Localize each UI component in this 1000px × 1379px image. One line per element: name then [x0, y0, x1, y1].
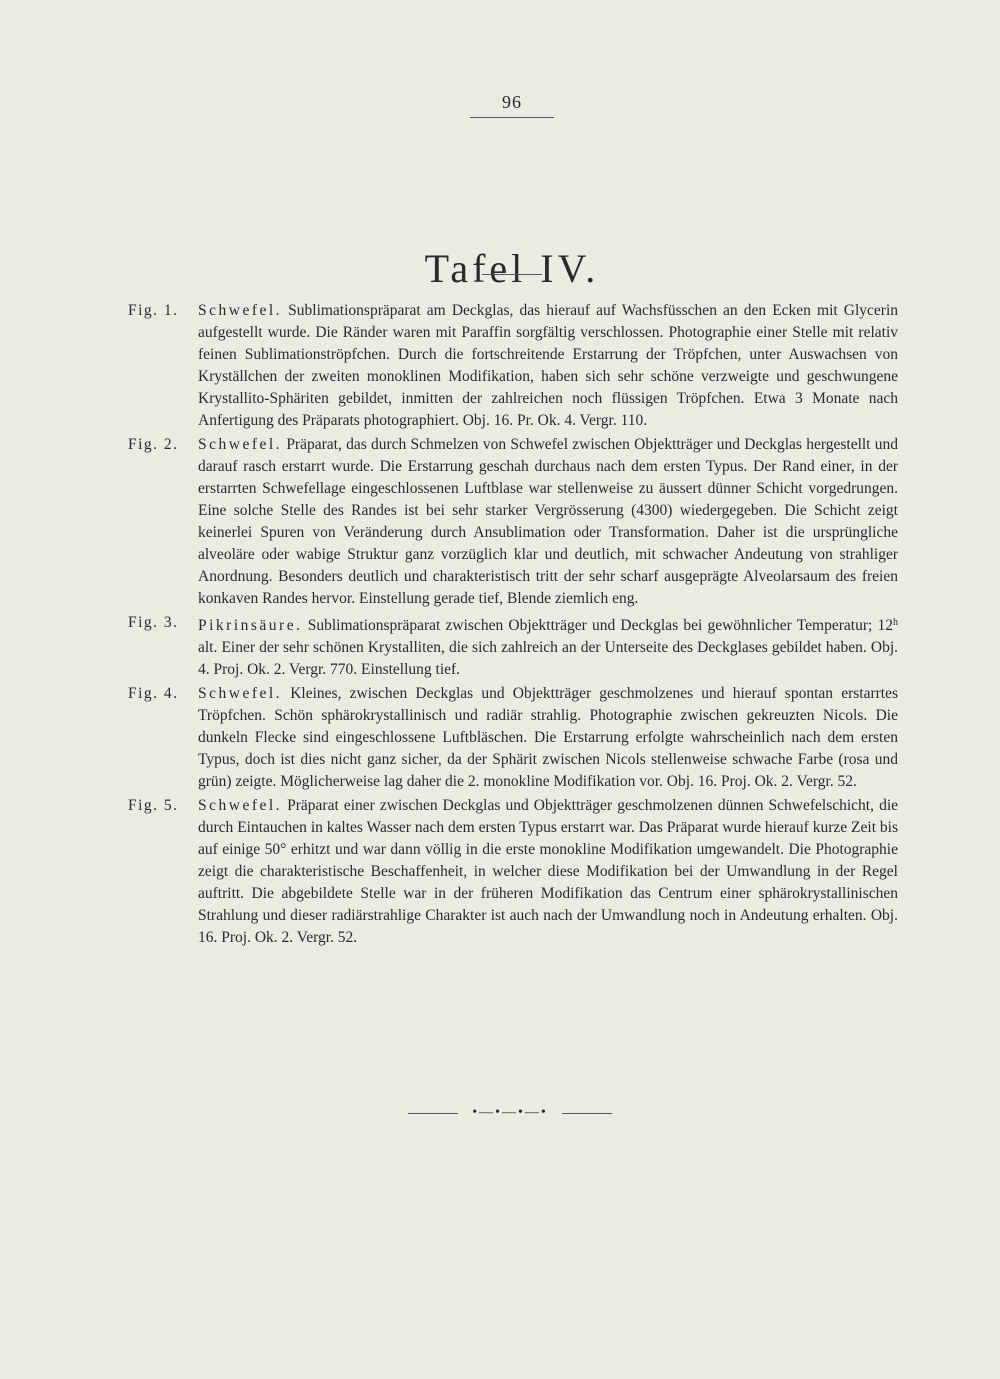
figure-label: Fig. 4. — [128, 685, 179, 702]
description-text: Präparat einer zwischen Deckglas und Objektträger geschmolzenen dünnen Schwefelschicht, die durch Eintauchen in kaltes Wasser nach dem ersten Typus erstarrt war. Das Präparat wurde hierauf kurze Zeit bis auf einige 50° erhitzt und war dann völlig in die erste monokline Modifikation umgewandelt. Die Photographie zeigt die charakteristische Beschaffenheit, in welcher diese Modifikation bei der Umwandlung in der Regel auftritt. Die abgebildete Stelle war in der früheren Modifikation das Centrum einer sphärokrystallinischen Strahlung und dieser radiärstrahlige Charakter ist auch nach der Umwandlung noch in Andeutung erhalten. Obj. 16. Proj. Ok. 2. Vergr. 52. — [198, 797, 899, 946]
description-text: Sublimationspräparat am Deckglas, das hierauf auf Wachsfüsschen an den Ecken mit Glycerin aufgestellt wurde. Die Ränder waren mit Paraffin sorgfältig verschlossen. Photographie einer Stelle mit relativ feinen Sublimationströpfchen. Durch die fortschreitende Erstarrung der Tröpfchen, unter Auswachsen von Kryställchen der zweiten monoklinen Modifikation, haben sich sehr schöne verzweigte und geschwungene Krystallito-Sphäriten gebildet, inmitten der zahlreichen noch flüssigen Tröpfchen. Etwa 3 Monate nach Anfertigung des Präparats photographiert. Obj. 16. Pr. Ok. 4. Vergr. 110. — [198, 302, 898, 429]
figure-description — [198, 795, 898, 949]
substance-name: Schwefel. — [198, 436, 283, 453]
description-text: Präparat, das durch Schmelzen von Schwefel zwischen Objektträger und Deckglas hergestellt und darauf rasch erstarrt wurde. Die Erstarrung geschah durchaus nach dem ersten Typus. Der Rand einer, in der erstarrten Schwefellage eingeschlossenen Luftblase war stellenweise zu äussert dünner Schicht vorgedrungen. Eine solche Stelle des Randes ist bei sehr starker Vergrösserung (4300) wiedergegeben. Die Schicht zeigt keinerlei Spuren von Veränderung durch Ansublimation oder Transformation. Daher ist die ursprüngliche alveoläre oder wabige Struktur ganz vorzüglich klar und deutlich, mit schwacher Andeutung von strahliger Anordnung. Besonders deutlich und charakteristisch tritt der sehr scharf ausgeprägte Alveolarsaum des freien konkaven Randes hervor. Einstellung gerade tief, Blende ziemlich eng. — [198, 436, 898, 607]
figure-label: Fig. 2. — [128, 436, 179, 453]
page-number: 96 — [502, 92, 522, 112]
figure-entry-3 — [128, 612, 898, 681]
figure-description — [198, 300, 898, 432]
substance-name: Schwefel. — [198, 797, 283, 814]
page-title: Tafel IV. — [424, 245, 600, 291]
description-text: Kleines, zwischen Deckglas und Objektträger geschmolzenes und hierauf spontan erstarrtes Tröpfchen. Schön sphärokrystallinisch und radiär strahlig. Photographie zwischen gekreuzten Nicols. Die dunkeln Flecke sind eingeschlossene Luftbläschen. Die Erstarrung erfolgte wahrscheinlich nach dem ersten Typus, doch ist dies nicht ganz sicher, da der Sphärit zwischen Nicols stellenweise schwache Farbe (rosa und grün) zeigte. Möglicherweise lag daher die 2. monokline Modifikation vor. Obj. 16. Proj. Ok. 2. Vergr. 52. — [198, 685, 899, 790]
figure-label: Fig. 5. — [128, 797, 179, 814]
substance-name: Schwefel. — [198, 685, 283, 702]
substance-name: Pikrinsäure. — [198, 617, 303, 634]
description-text-start: Sublimationspräparat zwischen Objektträger und Deckglas bei gewöhnlicher Temperatur; 12 — [307, 617, 894, 634]
substance-name: Schwefel. — [198, 302, 283, 319]
title-rule — [482, 274, 542, 275]
figure-descriptions — [128, 300, 898, 951]
figure-entry-2 — [128, 434, 898, 610]
figure-description — [198, 683, 898, 793]
header-rule — [470, 117, 554, 118]
figure-entry-5 — [128, 795, 898, 949]
figure-entry-4 — [128, 683, 898, 793]
superscript: h — [893, 617, 899, 628]
ornament-glyphs: •—•—•—• — [458, 1104, 562, 1122]
figure-label: Fig. 1. — [128, 302, 179, 319]
end-ornament — [408, 1105, 612, 1120]
description-text: alt. Einer der sehr schönen Krystalliten, die sich zahlreich an der Unterseite des Deckglases gebildet haben. Obj. 4. Proj. Ok. 2. Vergr. 770. Einstellung tief. — [198, 639, 898, 678]
figure-description — [198, 612, 898, 681]
figure-label: Fig. 3. — [128, 614, 179, 631]
figure-description — [198, 434, 898, 610]
figure-entry-1 — [128, 300, 898, 432]
